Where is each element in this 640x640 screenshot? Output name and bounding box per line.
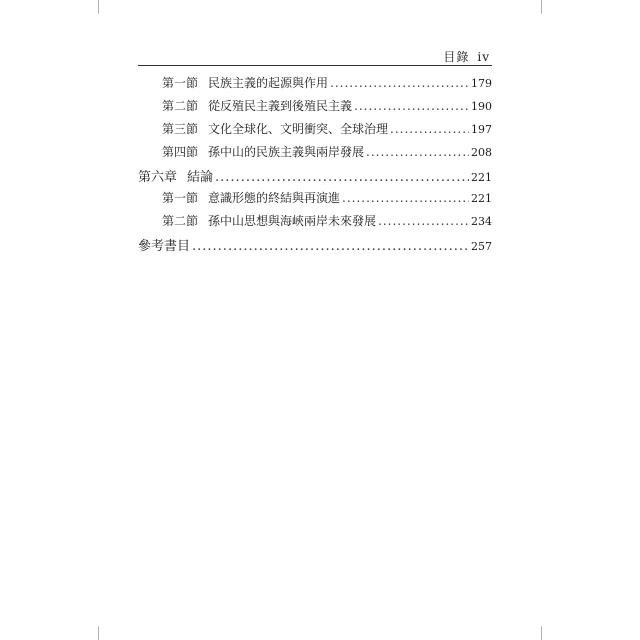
crop-mark-bottom-right xyxy=(541,626,542,640)
toc-entry-number: 第二節 xyxy=(162,99,199,113)
running-head xyxy=(443,48,490,65)
toc-entry-number: 第一節 xyxy=(162,76,199,90)
toc-entry-number: 第一節 xyxy=(162,191,199,205)
toc-leader-dots xyxy=(366,145,469,159)
toc-entry-page: 221 xyxy=(471,192,492,205)
toc-entry xyxy=(138,120,492,143)
toc-entry-number: 第三節 xyxy=(162,122,199,136)
toc-entry-title: 結論 xyxy=(187,170,214,185)
table-of-contents xyxy=(138,74,492,258)
toc-entry-title: 孫中山的民族主義與兩岸發展 xyxy=(208,145,365,159)
toc-leader-dots xyxy=(215,170,469,185)
toc-leader-dots xyxy=(378,214,469,228)
running-head-title: 目錄 xyxy=(443,50,470,64)
crop-mark-bottom-left xyxy=(98,626,99,640)
toc-entry xyxy=(138,74,492,97)
toc-entry-page: 208 xyxy=(471,146,492,159)
toc-entry-title: 民族主義的起源與作用 xyxy=(208,76,329,90)
toc-leader-dots xyxy=(342,191,469,205)
toc-leader-dots xyxy=(192,239,469,254)
toc-entry xyxy=(138,97,492,120)
crop-mark-top-right xyxy=(541,0,542,14)
toc-entry-page: 190 xyxy=(471,100,492,113)
toc-entry xyxy=(138,166,492,189)
toc-entry xyxy=(138,235,492,258)
toc-entry-title: 從反殖民主義到後殖民主義 xyxy=(208,99,353,113)
crop-mark-top-left xyxy=(98,0,99,14)
toc-entry xyxy=(138,189,492,212)
toc-entry-title: 參考書目 xyxy=(138,239,191,254)
toc-entry-title: 意識形態的終結與再演進 xyxy=(208,191,341,205)
toc-entry-page: 257 xyxy=(471,240,492,253)
toc-entry-page: 221 xyxy=(471,171,492,184)
running-head-page: iv xyxy=(477,50,490,64)
toc-entry xyxy=(138,143,492,166)
toc-entry-number: 第四節 xyxy=(162,145,199,159)
toc-leader-dots xyxy=(390,122,469,136)
toc-entry-title: 孫中山思想與海峽兩岸未來發展 xyxy=(208,214,377,228)
toc-entry-page: 197 xyxy=(471,123,492,136)
toc-entry-page: 179 xyxy=(471,77,492,90)
toc-entry-page: 234 xyxy=(471,215,492,228)
toc-entry-number: 第二節 xyxy=(162,214,199,228)
toc-entry-number: 第六章 xyxy=(138,170,178,185)
toc-leader-dots xyxy=(354,99,469,113)
toc-entry-title: 文化全球化、文明衝突、全球治理 xyxy=(208,122,389,136)
toc-leader-dots xyxy=(330,76,469,90)
header-rule xyxy=(138,65,492,66)
toc-entry xyxy=(138,212,492,235)
